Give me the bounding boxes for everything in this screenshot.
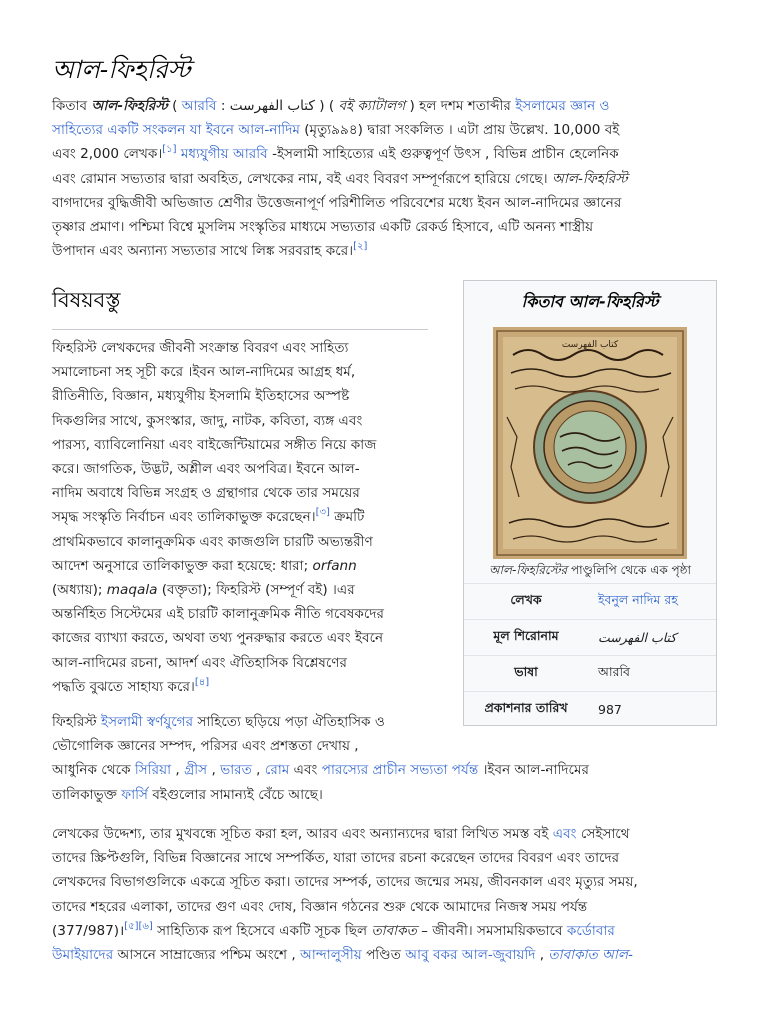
content-line: লেখকদের বিভাগগুলিকে একত্রে সূচিত করা। তাদের সম্পর্ক, তাদের জন্মের সময়, জীবনকাল এবং মৃত্যুর সময়, [52,874,638,891]
text: ( [167,98,182,114]
text: সাহিত্যিক রূপ হিসেবে একটি সূচক ছিল [152,922,372,939]
link-islamic-golden-age[interactable]: ইসলামী স্বর্ণযুগের [101,714,194,730]
infobox-label: মূল শিরোনাম [493,627,559,643]
infobox-label: লেখক [510,591,542,607]
link-al-zubaydi[interactable]: আবু বকর আল-জুবায়দি [405,947,536,964]
ref-4[interactable]: [৪] [194,676,210,688]
content-line: ফিহরিস্ট লেখকদের জীবনী সংক্রান্ত বিবরণ এবং সাহিত্য [52,340,349,356]
text: উপাদান এবং অন্যান্য সভ্যতার সাথে লিঙ্ক সরবরাহ করে। [52,243,354,260]
content-line [52,758,732,782]
link-author[interactable]: ইবনুল নাদিম রহ [598,591,678,607]
content-line [52,783,732,807]
content-line [52,919,724,943]
content-line: পারস্য, ব্যাবিলোনিয়া এবং বাইজেন্টিয়ামের সঙ্গীত নিয়ে কাজ [52,436,377,453]
text: আদেশ অনুসারে তালিকাভুক্ত করা হয়েছে: ধারা; [52,557,313,574]
content-line: আল-নাদিমের রচনা, আদর্শ এবং ঐতিহাসিক বিশ্লেষণের [52,654,347,671]
text: আধুনিক থেকে [52,762,135,779]
infobox-row-original-title [464,619,716,655]
italic-text: maqala [106,582,158,599]
text: এবং 2,000 লেখক। [52,146,163,163]
manuscript-image[interactable] [493,327,687,559]
intro-line: বাগদাদের বুদ্ধিজীবী অভিজাত শ্রেণীর উত্তেজনাপূর্ণ পরিশীলিত পরিবেশের মধ্যে ইবন আল-নাদিমের জ্ঞানের [52,194,622,211]
link-islamic-knowledge[interactable]: ইসলামের জ্ঞান ও [515,98,610,114]
link-arabic[interactable]: আরবি [181,98,217,114]
ref-2[interactable]: [২] [353,241,368,253]
link-rome[interactable]: রোম [264,762,290,779]
manuscript-illustration [493,327,687,559]
text: পণ্ডিত [361,947,406,964]
content-line: প্রাথমিকভাবে কালানুক্রমিক এবং কাজগুলি চারটি অভ্যন্তরীণ [52,533,373,550]
infobox [463,280,717,726]
intro-line [52,239,712,263]
section-heading-contents: বিষয়বস্তু [52,284,428,330]
text: তালিকাভুক্ত [52,786,122,803]
content-line: তাদের স্ক্রিপ্টগুলি, বিভিন্ন বিজ্ঞানের সাথে সম্পর্কিত, যারা তাদের রচনা করেছেন তাদের বিবরণ এবং তাদের [52,850,620,867]
infobox-row-author [464,583,716,619]
text: , [207,762,221,779]
italic-text: orfann [312,557,357,574]
italic-text: আল-ফিহরিস্ট [551,170,628,187]
manuscript-heading-text: كتاب الفهرست [561,340,619,350]
text: , [535,947,549,964]
link-india[interactable]: ভারত [220,762,252,779]
infobox-title: কিতাব আল-ফিহরিস্ট [521,292,659,311]
content-line: সমালোচনা সহ সূচী করে ।ইবন আল-নাদিমের আগ্রহ ধর্ম, [52,364,356,381]
text: , [251,762,265,779]
link-ibn-al-nadim[interactable]: সাহিত্যের একটি সংকলন যা ইবনে আল-নাদিম [52,122,300,139]
infobox-value: كتاب الفهرست [598,630,677,645]
page-title: আল-ফিহরিস্ট [52,55,191,84]
content-line [52,675,452,699]
text: আসনে সাম্রাজ্যের পশ্চিম অংশে , [113,947,301,964]
text: এবং রোমান সভ্যতার দ্বারা অবহিত, লেখকের নাম, বই এবং বিবরণ সম্পূর্ণরূপে হারিয়ে গেছে। [52,170,552,187]
content-line [52,578,452,602]
intro-line: তৃষ্ণার প্রমাণ। পশ্চিমা বিশ্বে মুসলিম সংস্কৃতির মাধ্যমে সভ্যতার একটি রেকর্ড হিসাবে, এটি অনন্য শাস্ত্রীয় [52,219,594,236]
infobox-row-language [464,655,716,691]
text: (অধ্যায়); [52,582,107,599]
caption-italic: আল-ফিহরিস্টের [489,563,568,577]
text: সাহিত্যে ছড়িয়ে পড়া ঐতিহাসিক ও [193,714,385,730]
link-syria[interactable]: সিরিয়া [134,762,172,779]
text: (377/987)। [52,922,125,939]
text: (বক্তৃতা); ফিহরিস্ট (সম্পূর্ণ বই) ।এর [157,582,355,599]
content-line: তাদের শহরের এলাকা, তাদের গুণ এবং দোষ, বিজ্ঞান গঠনের শুরু থেকে আমাদের নিজস্ব সময় পর্যন্ত [52,898,588,915]
link-and[interactable]: এবং [552,826,577,842]
text: (মৃত্যু৯৯৪) দ্বারা সংকলিত । এটা প্রায় উল্লেখ. 10,000 বই [299,122,620,139]
link-medieval-arabic[interactable]: মধ্যযুগীয় আরবি [176,146,268,163]
infobox-row-publication-date [464,691,716,727]
link-tabaqat[interactable]: তাবাকাত আল- [548,947,633,964]
content-line: অন্তর্নিহিত সিস্টেমের এই চারটি কালানুক্রমিক নীতি গবেষকদের [52,606,384,623]
content-line: নাদিম অবাধে বিভিন্ন সংগ্রহ ও গ্রন্থাগার থেকে তার সময়ের [52,485,360,502]
caption-text: পাণ্ডুলিপি থেকে এক পৃষ্ঠা [567,563,691,577]
text: কিতাব [52,98,92,114]
content-paragraph-3 [52,822,724,967]
intro-line [52,118,712,142]
text: ) হল দশম শতাব্দীর [405,98,516,114]
italic-text: বই ক্যাটালগ [338,98,406,114]
infobox-label: ভাষা [514,663,538,679]
text: সমৃদ্ধ সংস্কৃতি নির্বাচন এবং তালিকাভুক্ত করেছেন। [52,509,316,526]
text: এবং [289,762,322,779]
text: লেখকের উদ্দেশ্য, তার মুখবন্ধে সূচিত করা হল, আরব এবং অন্যান্যদের দ্বারা লিখিত সমস্ত বই [52,826,553,842]
intro-line [52,142,712,166]
link-persian[interactable]: ফার্সি [121,786,149,803]
text: ফিহরিস্ট [52,714,101,730]
intro-paragraph [52,94,712,263]
text: পদ্ধতি বুঝতে সাহায্য করে। [52,678,195,695]
link-greece[interactable]: গ্রীস [184,762,208,779]
bold-title: আল-ফিহরিস্ট [91,98,168,114]
content-line: ভৌগোলিক জ্ঞানের সম্পদ, পরিসর এবং প্রশস্ততা দেখায় , [52,738,359,755]
content-line: কাজের ব্যাখ্যা করতে, অথবা তথ্য পুনরুদ্ধার করতে এবং ইবনে [52,630,384,647]
link-andalusian[interactable]: আন্দালুসীয় [300,947,362,964]
link-cordoba[interactable]: কর্ডোবার [566,922,615,939]
content-line [52,943,724,967]
text: ।ইবন আল-নাদিমের [478,762,589,779]
infobox-rows [464,583,716,727]
text: , [171,762,185,779]
text: – জীবনী। সমসাময়িকভাবে [416,922,567,939]
content-line: দিকগুলির সাথে, কুসংস্কার, জাদু, নাটক, কবিতা, ব্যঙ্গ এবং [52,412,363,429]
italic-text: তাবাকত [371,922,417,939]
text: ক্রমটি [329,509,365,526]
link-umayyads[interactable]: উমাইয়াদের [52,947,114,964]
infobox-label: প্রকাশনার তারিখ [484,699,568,715]
content-paragraph-1 [52,336,452,699]
content-line [52,822,724,846]
text: বইগুলোর সামান্যই বেঁচে আছে। [148,786,323,803]
ref-1[interactable]: [১] [162,144,177,156]
image-caption [464,561,716,579]
text: : كتاب الفهرست ) ( [216,98,339,114]
ref-5-6[interactable]: [৫][৬] [124,920,153,932]
infobox-value: 987 [598,702,622,717]
intro-line [52,94,712,118]
text: সেইসাথে [576,826,630,842]
content-line: রীতিনীতি, বিজ্ঞান, মধ্যযুগীয় ইসলামি ইতিহাসের অস্পষ্ট [52,388,350,405]
content-line [52,505,452,529]
infobox-value: আরবি [598,663,630,679]
intro-line [52,167,712,191]
ref-3[interactable]: [৩] [315,507,330,519]
text: -ইসলামী সাহিত্যের এই গুরুত্বপূর্ণ উৎস , বিভিন্ন প্রাচীন হেলেনিক [267,146,619,163]
content-line: করে। জাগতিক, উদ্ভট, অশ্লীল এবং অপবিত্র। ইবনে আল- [52,461,360,478]
content-line [52,554,452,578]
infobox-value [588,592,716,612]
link-persia[interactable]: পারস্যের প্রাচীন সভ্যতা পর্যন্ত [321,762,479,779]
